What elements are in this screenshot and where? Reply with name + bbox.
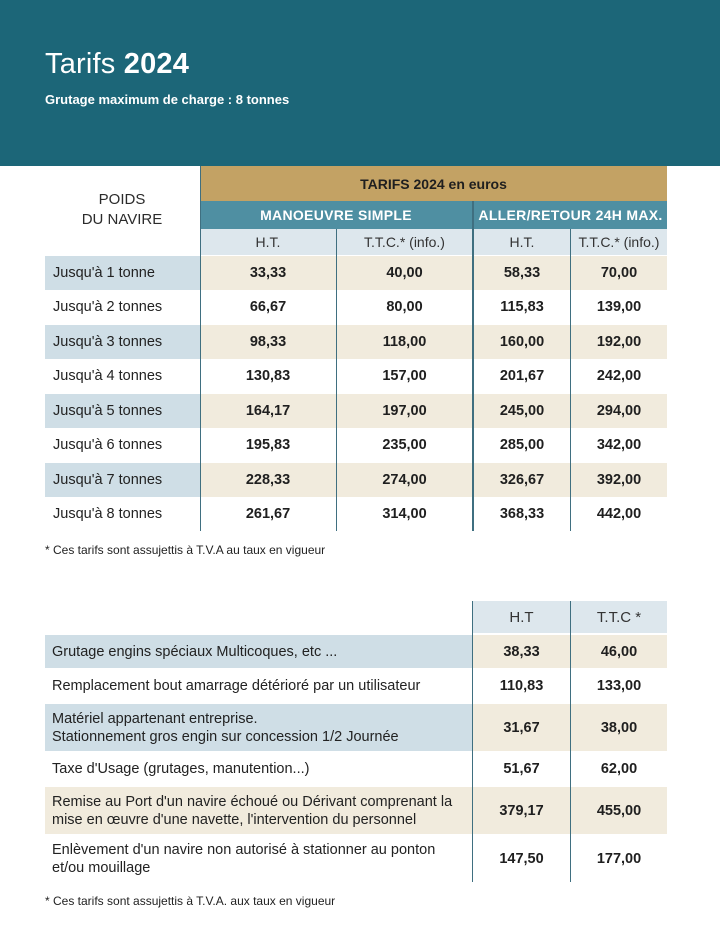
- cell-ar-ht: 115,83: [500, 299, 544, 315]
- footnote-vat: * Ces tarifs sont assujettis à T.V.A au taux en vigueur: [45, 543, 326, 557]
- service-label: [45, 835, 472, 882]
- service-label: [45, 752, 472, 786]
- cell-ms-ttc: 274,00: [382, 472, 427, 488]
- title-year: 2024: [123, 48, 190, 80]
- cell-ms-ttc: 80,00: [386, 299, 423, 315]
- table-divider: [570, 229, 571, 531]
- group-header-aller-retour: ALLER/RETOUR 24H MAX.: [474, 201, 667, 229]
- cell-ar-ttc: 192,00: [596, 334, 642, 350]
- group-header-manoeuvre: MANOEUVRE SIMPLE: [200, 201, 472, 229]
- cell-ms-ht: 66,67: [249, 299, 287, 315]
- cell-ms-ht: 33,33: [249, 265, 287, 281]
- cell-ar-ht: 326,67: [499, 472, 545, 488]
- cell-ar-ht: 160,00: [499, 334, 545, 350]
- cell-ar-ttc: 442,00: [596, 506, 642, 522]
- cell-ar-ttc: 294,00: [596, 403, 642, 419]
- service-label: [45, 787, 472, 834]
- cell-ms-ht: 164,17: [245, 403, 291, 419]
- row-label: Jusqu'à 5 tonnes: [45, 394, 200, 428]
- table-divider: [200, 166, 201, 531]
- table-divider: [472, 601, 473, 882]
- cell-ar-ttc: 139,00: [596, 299, 642, 315]
- service-label-line2: Stationnement gros engin sur concession 1/2 Journée: [52, 728, 399, 745]
- tariff-band-header: TARIFS 2024 en euros: [200, 166, 667, 201]
- row-label: Jusqu'à 6 tonnes: [53, 437, 163, 453]
- cell-ms-ttc: 197,00: [382, 403, 427, 419]
- title-prefix: Tarifs: [45, 48, 116, 80]
- footnote-vat-services: * Ces tarifs sont assujettis à T.V.A. aux taux en vigueur: [45, 894, 336, 908]
- cell-ar-ht: 368,33: [499, 506, 545, 522]
- service-label-text: Remplacement bout amarrage détérioré par un utilisateur: [52, 678, 421, 694]
- cell-ar-ht: 201,67: [499, 368, 545, 384]
- row-label: Jusqu'à 2 tonnes: [53, 299, 163, 315]
- service-cell-ttc: 38,00: [600, 719, 638, 736]
- cell-ms-ttc: 40,00: [386, 265, 423, 281]
- cell-ar-ttc: 392,00: [596, 472, 642, 488]
- cell-ms-ht: 261,67: [245, 506, 291, 522]
- weight-label-line2: DU NAVIRE: [81, 211, 163, 228]
- cell-ms-ttc: 157,00: [382, 368, 427, 384]
- table-divider: [336, 229, 337, 531]
- cell-ms-ttc: 118,00: [382, 334, 427, 350]
- services-col-header-ttc: T.T.C *: [571, 601, 667, 633]
- service-label-line1: Remise au Port d'un navire échoué ou Dérivant comprenant la: [52, 793, 453, 810]
- service-label-line1: Enlèvement d'un navire non autorisé à stationner au ponton: [52, 841, 436, 858]
- page-title: [45, 48, 189, 81]
- cell-ar-ht: 58,33: [503, 265, 541, 281]
- cell-ar-ht: 285,00: [499, 437, 545, 453]
- service-label-line2: et/ou mouillage: [52, 859, 151, 876]
- service-cell-ttc: 455,00: [596, 802, 642, 819]
- table-divider: [570, 601, 571, 882]
- service-cell-ht: 31,67: [503, 719, 540, 736]
- cell-ms-ttc: 235,00: [382, 437, 427, 453]
- page-subtitle: Grutage maximum de charge : 8 tonnes: [45, 92, 290, 107]
- service-label: [45, 635, 472, 668]
- service-cell-ttc: 133,00: [596, 678, 642, 694]
- service-cell-ht: 147,50: [499, 850, 544, 867]
- col-header-ms-ht: H.T.: [200, 229, 336, 255]
- cell-ar-ttc: 342,00: [596, 437, 642, 453]
- cell-ms-ht: 130,83: [245, 368, 291, 384]
- cell-ar-ht: 245,00: [499, 403, 545, 419]
- page-header: [0, 0, 720, 166]
- service-cell-ttc: 46,00: [600, 643, 638, 660]
- col-header-ar-ttc: T.T.C.* (info.): [571, 229, 667, 255]
- cell-ar-ttc: 70,00: [600, 265, 638, 281]
- table-divider: [472, 201, 474, 531]
- service-cell-ht: 379,17: [499, 802, 544, 819]
- service-label: [45, 704, 472, 751]
- row-label: Jusqu'à 7 tonnes: [45, 463, 200, 497]
- row-label: Jusqu'à 1 tonne: [45, 256, 200, 290]
- weight-label-line1: POIDS: [98, 191, 146, 208]
- weight-column-header: [62, 190, 182, 230]
- row-label: Jusqu'à 3 tonnes: [45, 325, 200, 359]
- cell-ms-ht: 98,33: [249, 334, 287, 350]
- cell-ms-ht: 195,83: [245, 437, 291, 453]
- service-label-text: Grutage engins spéciaux Multicoques, etc ...: [52, 643, 338, 660]
- services-col-header-ht: H.T: [473, 601, 570, 633]
- cell-ms-ht: 228,33: [245, 472, 291, 488]
- service-cell-ht: 51,67: [503, 761, 540, 777]
- row-label: Jusqu'à 8 tonnes: [53, 506, 163, 522]
- service-label-line2: mise en œuvre d'une navette, l'intervention du personnel: [52, 811, 417, 828]
- service-label: [45, 669, 472, 703]
- service-cell-ttc: 177,00: [596, 850, 642, 867]
- col-header-ms-ttc: T.T.C.* (info.): [337, 229, 472, 255]
- service-cell-ht: 110,83: [499, 678, 544, 694]
- service-label-line1: Matériel appartenant entreprise.: [52, 710, 258, 727]
- row-label: Jusqu'à 4 tonnes: [53, 368, 163, 384]
- service-cell-ht: 38,33: [503, 643, 540, 660]
- service-cell-ttc: 62,00: [600, 761, 638, 777]
- col-header-ar-ht: H.T.: [474, 229, 570, 255]
- service-label-text: Taxe d'Usage (grutages, manutention...): [52, 761, 310, 777]
- cell-ms-ttc: 314,00: [382, 506, 427, 522]
- cell-ar-ttc: 242,00: [596, 368, 642, 384]
